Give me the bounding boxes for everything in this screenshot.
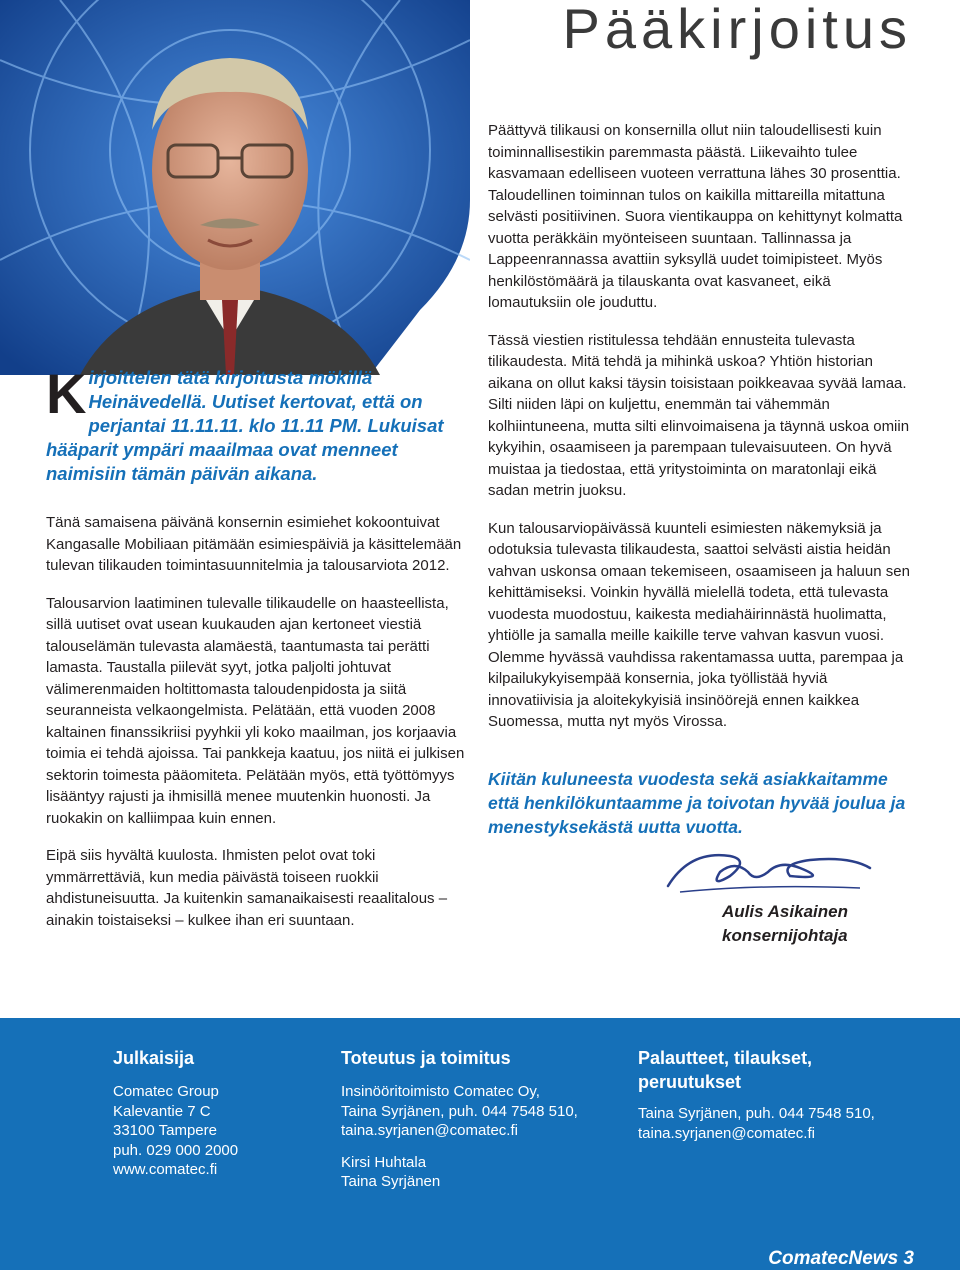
left-column bbox=[46, 512, 466, 947]
signer-role: konsernijohtaja bbox=[722, 926, 848, 945]
footer-line: Comatec Group bbox=[113, 1083, 219, 1100]
closing-greeting: Kiitän kuluneesta vuodesta sekä asiakkaitamme että henkilökuntaamme ja toivotan hyvää joulua ja menestyksekästä uutta vuotta. bbox=[488, 768, 906, 837]
footer-line: Taina Syrjänen bbox=[341, 1173, 441, 1190]
body-paragraph: Talousarvion laatiminen tulevalle tilikaudelle on haasteellista, sillä uutiset ovat usean kuukauden ajan kertoneet viestiä talouselämän tulevasta alamäestä, taantumasta tai perätti lamasta. Taustalla piilevät syyt, jotka paljolti johtuvat välimerenmaiden holtittomasta taloudenpidosta ja siitä seuranneista velkaongelmista. Pelätään, että vuoden 2008 kaltainen finanssikriisi pyyhkii yli koko maailman, jos korjaavia toimia ei tehdä ajoissa. Tai pankkeja kaatuu, jos niitä ei julkisen sektorin toimesta pääomiteta. Pelätään myös, että työttömyys lisääntyy rajusti ja ihmisillä menee muutenkin huonosti. Ja ruokakin on kalliimpaa kuin ennen. bbox=[46, 594, 465, 827]
footer-feedback bbox=[638, 1046, 918, 1143]
footer-line: Taina Syrjänen, puh. 044 7548 510, bbox=[638, 1105, 875, 1122]
handwritten-signature bbox=[660, 842, 880, 902]
footer-publisher bbox=[113, 1046, 323, 1180]
page-title: Pääkirjoitus bbox=[562, 0, 912, 60]
footer-line: Taina Syrjänen, puh. 044 7548 510, bbox=[341, 1102, 578, 1120]
body-paragraph: Eipä siis hyvältä kuulosta. Ihmisten pelot ovat toki ymmärrettäviä, kun media päivästä toiseen ruokkii ahdistuneisuutta. Ja kuitenkin samanaikaisesti reaalitalous – ainakin toistaiseksi – kulkee ihan eri suuntaan. bbox=[46, 847, 448, 929]
footer-heading bbox=[638, 1046, 918, 1094]
footer-line: Kalevantie 7 C bbox=[113, 1102, 211, 1120]
right-column bbox=[488, 120, 916, 855]
body-paragraph: Kun talousarviopäivässä kuunteli esimiesten näkemyksiä ja odotuksia tulevasta tilikaudesta, saattoi selvästi aistia heidän vahvan uskonsa omaan tekemiseen, osaamiseen ja haluun sen kehittämiseksi. Voinkin hyvällä mielellä todeta, että tulevasta vuodesta muodostuu, kaikesta mediahäirinnästä huolimatta, yhtiölle ja samalla meille kaikille terve vahvan kasvun vuosi. Olemme hyvässä vauhdissa rakentamassa uutta, parempaa ja kilpailukykyisempää konsernia, joka työllistää hyviä innovatiivisia ja aloitekykyisiä insinöörejä ennen kaikkea Suomessa, mutta nyt myös Virossa. bbox=[488, 519, 910, 730]
body-paragraph: Päättyvä tilikausi on konsernilla ollut niin taloudellisesti kuin toiminnallisestikin paremmasta päästä. Liikevaihto tulee kasvamaan edelliseen vuoteen verrattuna lähes 30 prosenttia. Taloudellinen toiminnan tulos on kaikilla mittareilla mitattuna selvästi positiivinen. Suora vientikauppa on kehittynyt kolmatta vuotta peräkkäin myönteiseen suuntaan. Tallinnassa ja Lappeenrannassa avattiin syksyllä uudet toimipisteet. Myös henkilöstömäärä ja tilauskanta ovat kasvaneet, eikä lomautuksiin ole jouduttu. bbox=[488, 122, 903, 311]
footer-line: Kirsi Huhtala bbox=[341, 1153, 427, 1171]
body-paragraph: Tässä viestien ristitulessa tehdään ennusteita tulevasta tilikaudesta. Mitä tehdä ja mihinkä uskoa? Yhtiön historian aikana on ollut kaksi täysin toisistaan poikkeavaa syvää lamaa. Silti niiden läpi on kuljettu, enemmän tai vähemmän kolhiintuneena, mutta silti elinvoimaisena ja täynnä uskoa omiin kykyihin, osaamiseen ja parempaan tulevaisuuteen. On hyvä muistaa ja tiedostaa, että yritystoiminta on maratonlaji eikä sadan metrin juoksu. bbox=[488, 331, 910, 499]
lead-paragraph bbox=[46, 362, 466, 486]
signer-block bbox=[722, 900, 848, 948]
body-paragraph: Tänä samaisena päivänä konsernin esimiehet kokoontuivat Kangasalle Mobiliaan pitämään esimiespäiviä ja käsittelemään tulevan tilikauden toimintasuunnitelmia ja talousarviota 2012. bbox=[46, 514, 462, 574]
footer-line: puh. 029 000 2000 bbox=[113, 1141, 239, 1159]
footer-line: 33100 Tampere bbox=[113, 1122, 217, 1139]
footer-email[interactable]: taina.syrjanen@comatec.fi bbox=[341, 1122, 518, 1139]
publication-name: ComatecNews 3 bbox=[768, 1248, 914, 1269]
footer-link[interactable]: www.comatec.fi bbox=[113, 1161, 218, 1178]
signer-name: Aulis Asikainen bbox=[722, 902, 848, 921]
footer bbox=[0, 1018, 960, 1270]
footer-heading: Toteutus ja toimitus bbox=[341, 1048, 511, 1068]
footer-heading: Julkaisija bbox=[113, 1048, 195, 1068]
author-portrait bbox=[0, 0, 470, 375]
footer-email[interactable]: taina.syrjanen@comatec.fi bbox=[638, 1124, 815, 1142]
footer-line: Insinööritoimisto Comatec Oy, bbox=[341, 1083, 540, 1100]
lead-text: irjoittelen tätä kirjoitusta mökillä Heinävedellä. Uutiset kertovat, että on perjantai 11.11.11. klo 11.11 PM. Lukuisat hääparit ympäri maailmaa ovat menneet naimisiin tämän päivän aikana. bbox=[46, 367, 444, 484]
footer-heading-line: Palautteet, tilaukset, bbox=[638, 1048, 813, 1068]
drop-cap: K bbox=[46, 362, 87, 425]
footer-heading-line: peruutukset bbox=[638, 1072, 742, 1092]
footer-editorial bbox=[341, 1046, 611, 1192]
